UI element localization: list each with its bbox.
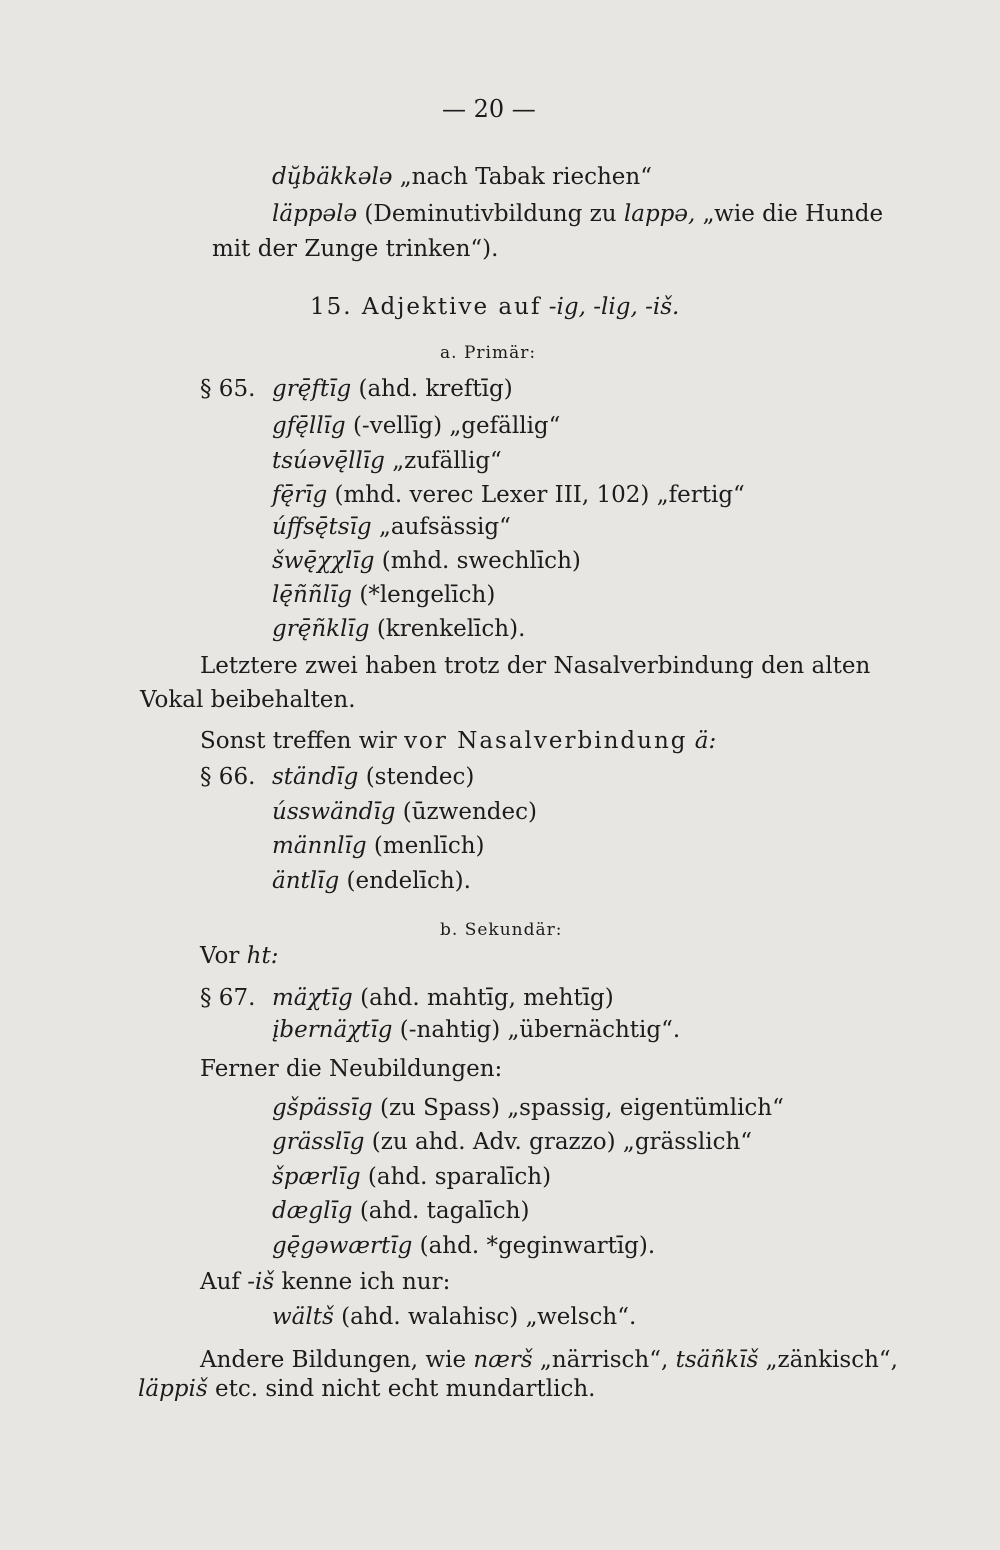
subheading-b: b. Sekundär: xyxy=(440,920,563,940)
dialect-word: fę̄rīg xyxy=(272,482,328,508)
gloss: „nach Tabak riechen“ xyxy=(399,164,652,190)
subheading-a: a. Primär: xyxy=(440,343,537,363)
entry-line xyxy=(272,1093,784,1123)
dialect-word: nærš xyxy=(473,1347,533,1373)
gloss: (mhd. verec Lexer III, 102) „fertig“ xyxy=(334,482,745,508)
gloss: (ahd. kreftīg) xyxy=(358,376,513,402)
note-line: Vokal beibehalten. xyxy=(140,687,356,713)
auf-is-line xyxy=(200,1267,450,1297)
gloss: „zufällig“ xyxy=(392,448,502,474)
entry-line xyxy=(272,512,511,542)
auf-label: Auf xyxy=(200,1269,240,1295)
neubildungen-intro: Ferner die Neubildungen: xyxy=(200,1056,503,1082)
gloss: (*lengelīch) xyxy=(359,582,496,608)
gloss: (stendec) xyxy=(365,764,475,790)
page-number: — 20 — xyxy=(442,95,536,123)
dialect-word: špærlīg xyxy=(272,1164,361,1190)
paragraph-marker: § 65. xyxy=(200,376,256,402)
gloss: (-vellīg) „gefällig“ xyxy=(352,413,561,439)
entry-line xyxy=(272,1162,551,1192)
final-text: Andere Bildungen, wie xyxy=(200,1347,467,1373)
dialect-word: gę̄gəwærtīg xyxy=(272,1233,413,1259)
dialect-word: mäχtīg xyxy=(272,985,353,1011)
gloss: (ahd. walahisc) „welsch“. xyxy=(341,1304,637,1330)
gloss: (krenkelīch). xyxy=(376,616,526,642)
dialect-word: úffsę̄tsīg xyxy=(272,514,372,540)
gloss: (mhd. swechlīch) xyxy=(381,548,581,574)
gloss: (ahd. *geginwartīg). xyxy=(419,1233,656,1259)
gloss: (zu ahd. Adv. grazzo) „grässlich“ xyxy=(371,1129,753,1155)
suffix-is: -iš xyxy=(247,1269,275,1295)
gloss: „aufsässig“ xyxy=(378,514,511,540)
gloss: „zänkisch“, xyxy=(765,1347,898,1373)
dialect-word: ússwändīg xyxy=(272,799,396,825)
entry-line xyxy=(272,480,745,510)
dialect-word: grę̄ñklīg xyxy=(272,616,370,642)
gloss: (Deminutivbildung zu xyxy=(364,201,617,227)
vor-label: Vor xyxy=(200,943,240,969)
gloss: (ahd. tagalīch) xyxy=(359,1198,530,1224)
dialect-word: tsäñkīš xyxy=(675,1347,759,1373)
entry-line xyxy=(272,797,537,827)
dialect-word: männlīg xyxy=(272,833,367,859)
gloss: (menlīch) xyxy=(373,833,485,859)
final-line xyxy=(138,1374,595,1404)
heading-prefix: 15. Adjektive auf xyxy=(310,294,542,320)
dialect-word: gfę̄llīg xyxy=(272,413,346,439)
heading-suffixes: -ig, -lig, -iš. xyxy=(548,294,680,320)
dialect-word: ständīg xyxy=(272,764,359,790)
entry-line xyxy=(272,580,495,610)
auf-rest: kenne ich nur: xyxy=(281,1269,451,1295)
paragraph-marker: § 66. xyxy=(200,764,256,790)
entry-line xyxy=(272,1231,655,1261)
final-text: etc. sind nicht echt mundartlich. xyxy=(215,1376,596,1402)
gloss: (endelīch). xyxy=(346,868,471,894)
dialect-word: įbernäχtīg xyxy=(272,1017,393,1043)
ht-cluster: ht: xyxy=(246,943,279,969)
entry-line xyxy=(272,1015,680,1045)
entry-line xyxy=(272,983,614,1013)
dialect-word: gšpässīg xyxy=(272,1095,373,1121)
dialect-word: tsúəvę̄llīg xyxy=(272,448,385,474)
gloss: (-nahtig) „übernächtig“. xyxy=(399,1017,681,1043)
entry-line xyxy=(272,1302,636,1332)
dialect-word: lę̄ññlīg xyxy=(272,582,353,608)
note-spaced-text: vor Nasalverbindung xyxy=(404,728,688,754)
gloss: (ahd. sparalīch) xyxy=(367,1164,552,1190)
note-vowel: ä: xyxy=(694,728,717,754)
note-text: Sonst treffen wir xyxy=(200,728,397,754)
dialect-word: grässlīg xyxy=(272,1129,365,1155)
dialect-word: dŭ̧bäkkələ xyxy=(272,164,393,190)
entry-line xyxy=(272,546,581,576)
dialect-word: läppələ xyxy=(272,201,358,227)
continuation-line: mit der Zunge trinken“). xyxy=(212,236,499,262)
entry-line xyxy=(272,831,485,861)
entry-line xyxy=(272,1127,752,1157)
dialect-word: dæglīg xyxy=(272,1198,353,1224)
gloss: (zu Spass) „spassig, eigentümlich“ xyxy=(379,1095,784,1121)
entry-line xyxy=(272,762,474,792)
dialect-word: läppiš xyxy=(138,1376,208,1402)
entry-line xyxy=(272,446,502,476)
dialect-word: wältš xyxy=(272,1304,334,1330)
entry-line xyxy=(272,374,513,404)
entry-line xyxy=(272,866,471,896)
gloss: (ūzwendec) xyxy=(402,799,537,825)
final-line xyxy=(200,1345,898,1375)
entry-line xyxy=(272,1196,529,1226)
note-line: Letztere zwei haben trotz der Nasalverbindung den alten xyxy=(200,653,871,679)
dialect-word: lappə, xyxy=(623,201,696,227)
entry-line xyxy=(272,614,525,644)
note-line xyxy=(200,726,716,756)
vor-ht-line xyxy=(200,941,278,971)
dialect-word: grę̄ftīg xyxy=(272,376,352,402)
section-heading xyxy=(310,292,679,322)
gloss: (ahd. mahtīg, mehtīg) xyxy=(360,985,614,1011)
dialect-word: äntlīg xyxy=(272,868,340,894)
gloss: „närrisch“, xyxy=(539,1347,669,1373)
dialect-word: šwę̄χχlīg xyxy=(272,548,375,574)
gloss: „wie die Hunde xyxy=(702,201,884,227)
entry-line xyxy=(272,199,883,229)
entry-line xyxy=(272,162,652,192)
paragraph-marker: § 67. xyxy=(200,985,256,1011)
entry-line xyxy=(272,411,560,441)
